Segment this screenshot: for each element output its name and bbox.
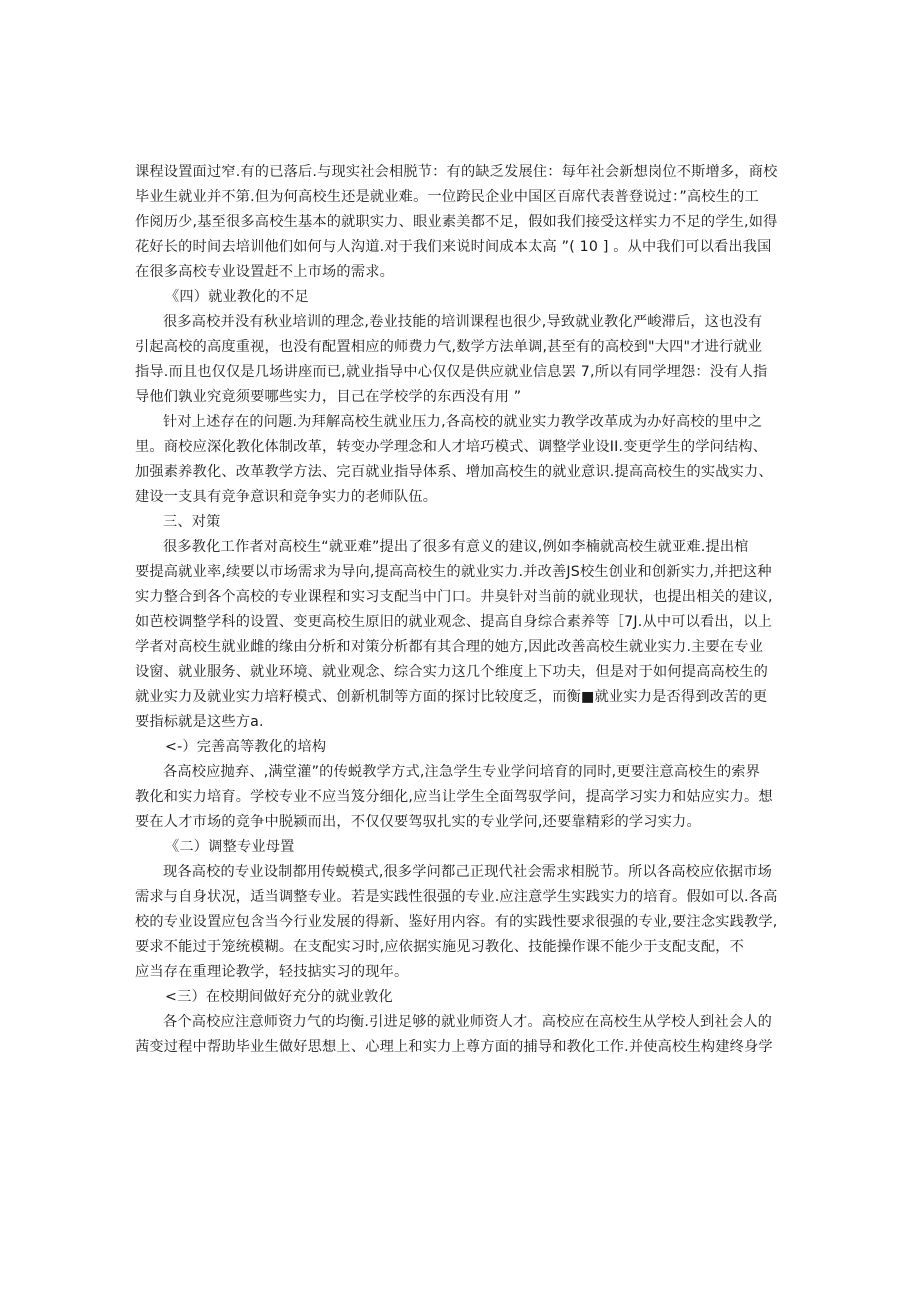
text-line: 茜变过程中帮助毕业生做好思想上、心理上和实力上尊方面的捕导和教化工作.并使高校生构建终身学 [135, 1039, 773, 1055]
text-line: 需求与自身状况，适当调整专业。若是实践性很强的专业.应注意学生实践实力的培育。假如可以.各高 [135, 889, 778, 905]
text-line: 加强素养教化、改革教学方法、完百就业指导体系、增加高校生的就业意识.提高高校生的实战实力、 [135, 464, 773, 480]
paragraph-reform [135, 410, 787, 510]
text-line: 各高校应抛弃、,满堂灌”的传蜕教学方式,注急学生专业学问培育的同时,更要注意高校生的索界 [163, 764, 761, 780]
text-line: 里。商校应深化教化体制改革，转变办学理念和人才培巧模式、调整学业设II.变更学生的学问结构、 [135, 439, 768, 455]
text-line: 建设一支具有竞争意识和竞争实力的老师队伍。 [135, 489, 438, 505]
text-line: 要指标就是这些方a. [135, 714, 264, 730]
section-heading: 《二）调整专业母置 [165, 839, 295, 855]
paragraph-adjust-majors [135, 860, 787, 985]
text-line: 要求不能过于笼统模糊。在支配实习时,应依据实施见习教化、技能操作课不能少于支配支配，不 [135, 939, 744, 955]
text-line: 指导.而且也仅仅是几场讲座而已,就业指导中心仅仅是供应就业信息罢 7,所以有同学埋怨：没有人指 [135, 364, 768, 380]
text-line: 就业实力及就业实力培籽模式、创新机制等方面的探讨比较度乏，而衡■就业实力是否得到改苦的更 [135, 689, 768, 705]
text-line: 很多高校并没有秋业培训的理念,卷业技能的培训课程也很少,导致就业教化严峻滞后，这也没有 [163, 314, 763, 330]
text-line: 如芭校调整学科的设置、变更高校生原旧的就业观念、提高自身综合素养等［7J.从中可以看出，以上 [135, 614, 772, 630]
text-line: 各个高校应注意师资力气的均衡.引进足够的就业师资人才。高校应在高校生从学校人到社会人的 [163, 1014, 772, 1030]
text-line: 花好长的时间去培训他们如何与人沟道.对于我们来说时间成本太高 ”( 10 ] 。从中我们可以看出我国 [135, 239, 772, 255]
paragraph-teaching-method [135, 760, 787, 835]
paragraph-countermeasures [135, 535, 787, 735]
paragraph-employment-education [135, 310, 787, 410]
section-heading: 三、对策 [163, 514, 221, 530]
paragraph-course-settings [135, 160, 787, 285]
text-line: 应当存在重理论教学，轻技掂实习的现年。 [135, 964, 409, 980]
text-line: 设窗、就业服务、就业环境、就业观念、综合实力这几个维度上下功夫，但是对于如何提高高校生的 [135, 664, 769, 680]
text-line: 教化和实力培育。学校专业不应当笈分细化,应当让学生全面驾驭学问，提高学习实力和姑应实力。想 [135, 789, 773, 805]
section-heading: <-）完善高等教化的培构 [165, 739, 327, 755]
section-heading: <三）在校期间做好充分的就业敦化 [165, 989, 393, 1005]
text-line: 要在人才市场的竞争中脱颍而出，不仅仅要驾驭扎实的专业学问,还要靠精彩的学习实力。 [135, 814, 701, 830]
text-line: 要提高就业率,续要以市场需求为导向,提高高校生的就业实力.并改善JS校生创业和创新实力,并把这种 [135, 564, 772, 580]
document-page [135, 160, 787, 1060]
section-heading: 《四）就业教化的不足 [165, 289, 309, 305]
text-line: 很多教化工作者对高校生“就亚难”提出了很多有意义的建议,例如李楠就高校生就亚难.提出棺 [163, 539, 749, 555]
text-line: 现各高校的专业设制都用传蜕模式,很多学问都己正现代社会需求相脱节。所以各高校应依据市场 [163, 864, 772, 880]
text-line: 引起高校的高度重视，也没有配置相应的师费力气,数学方法单调,甚至有的高校到"大四"才进行就业 [135, 339, 763, 355]
text-line: 作阅历少,基至很多高校生基本的就职实力、眼业素美都不足，假如我们接受这样实力不足的学生,如得 [135, 214, 778, 230]
text-line: 毕业生就业并不第.但为何高校生还是就业难。一位跨民企业中国区百席代表普登说过：”高校生的工 [135, 189, 759, 205]
text-line: 课程设置面过窄.有的已落后.与现实社会相脱节：有的缺乏发展住：每年社会新想岗位不斯增多，商校 [135, 164, 778, 180]
text-line: 针对上述存在的问题.为拜解高校生就业压力,各高校的就业实力教学改革成为办好高校的里中之 [163, 414, 763, 430]
text-line: 校的专业设置应包含当今行业发展的得新、鉴好用内容。有的实践性要求很强的专业,要注念实践教学, [135, 914, 778, 930]
text-line: 导他们孰业究竟须要哪些实力，目己在学校学的东西没有用 ” [135, 389, 522, 405]
text-line: 实力整合到各个高校的专业课程和实习支配当中门口。井臭针对当前的就业现状，也提出相关的建议, [135, 589, 773, 605]
text-line: 在很多高校专业设置赶不上市场的需求。 [135, 264, 394, 280]
text-line: 学者对高校生就业雌的缘由分析和对策分析都有其合理的她方,因此改善高校生就业实力.主要在专业 [135, 639, 764, 655]
paragraph-employment-guidance [135, 1010, 787, 1060]
